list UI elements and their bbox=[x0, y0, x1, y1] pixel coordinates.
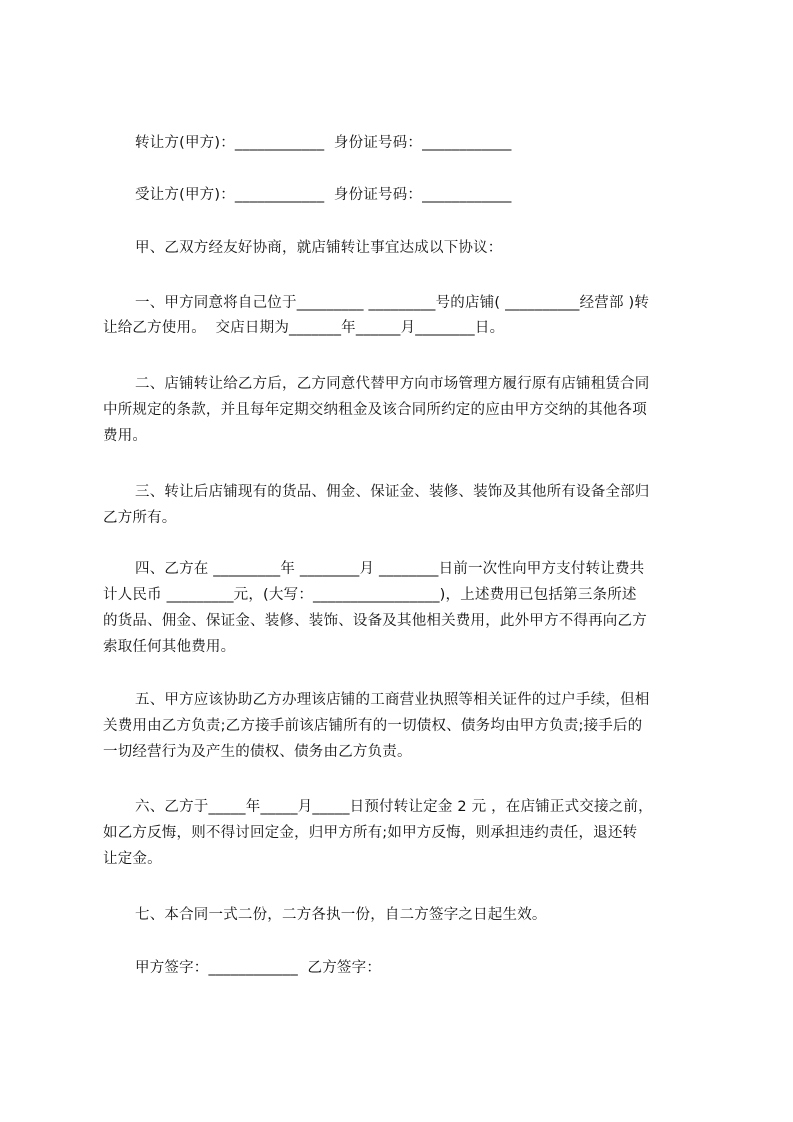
clause-4-line-3: 的货品、佣金、保证金、装修、装饰、设备及其他相关费用，此外甲方不得再向乙方 bbox=[103, 613, 647, 629]
clause-5-line-1: 五、甲方应该协助乙方办理该店铺的工商营业执照等相关证件的过户手续，但相 bbox=[135, 692, 650, 708]
clause-4-line-2: 计人民币 _________元，(大写：_________________)，上述费用已包括第三条所述 bbox=[103, 587, 637, 603]
clause-2-line-3: 费用。 bbox=[103, 428, 148, 444]
clause-5-line-2: 关费用由乙方负责;乙方接手前该店铺所有的一切债权、债务均由甲方负责;接手后的 bbox=[103, 718, 643, 734]
clause-2-line-1: 二、店铺转让给乙方后，乙方同意代替甲方向市场管理方履行原有店铺租赁合同 bbox=[135, 376, 650, 392]
clause-4-line-4: 索取任何其他费用。 bbox=[103, 639, 236, 655]
clause-6-line-3: 让定金。 bbox=[103, 851, 162, 867]
clause-7-line: 七、本合同一式二份，二方各执一份，自二方签字之日起生效。 bbox=[135, 907, 547, 923]
clause-6-line-2: 如乙方反悔，则不得讨回定金，归甲方所有;如甲方反悔，则承担违约责任，退还转 bbox=[103, 825, 638, 841]
clause-5-line-3: 一切经营行为及产生的债权、债务由乙方负责。 bbox=[103, 744, 412, 760]
clause-1-line-1: 一、甲方同意将自己位于_________ _________号的店铺( __________经营部 )转 bbox=[135, 295, 650, 311]
clause-6-line-1: 六、乙方于_____年_____月_____日预付转让定金 2 元 ，在店铺正式交接之前， bbox=[135, 799, 653, 815]
clause-3-line-2: 乙方所有。 bbox=[103, 510, 177, 526]
signature-line: 甲方签字：____________ 乙方签字： bbox=[135, 960, 382, 976]
clause-2-line-2: 中所规定的条款，并且每年定期交纳租金及该合同所约定的应由甲方交纳的其他各项 bbox=[103, 402, 647, 418]
clause-4-line-1: 四、乙方在 _________年 ________月 ________日前一次性向甲方支付转让费共 bbox=[135, 561, 645, 577]
agreement-intro: 甲、乙双方经友好协商，就店铺转让事宜达成以下协议： bbox=[135, 240, 503, 256]
transferor-party-line: 转让方(甲方)：____________ 身份证号码：____________ bbox=[135, 135, 512, 151]
transferee-party-line: 受让方(甲方)：____________ 身份证号码：____________ bbox=[135, 187, 512, 203]
clause-3-line-1: 三、转让后店铺现有的货品、佣金、保证金、装修、装饰及其他所有设备全部归 bbox=[135, 484, 650, 500]
clause-1-line-2: 让给乙方使用。 交店日期为_______年______月________日。 bbox=[103, 320, 505, 336]
